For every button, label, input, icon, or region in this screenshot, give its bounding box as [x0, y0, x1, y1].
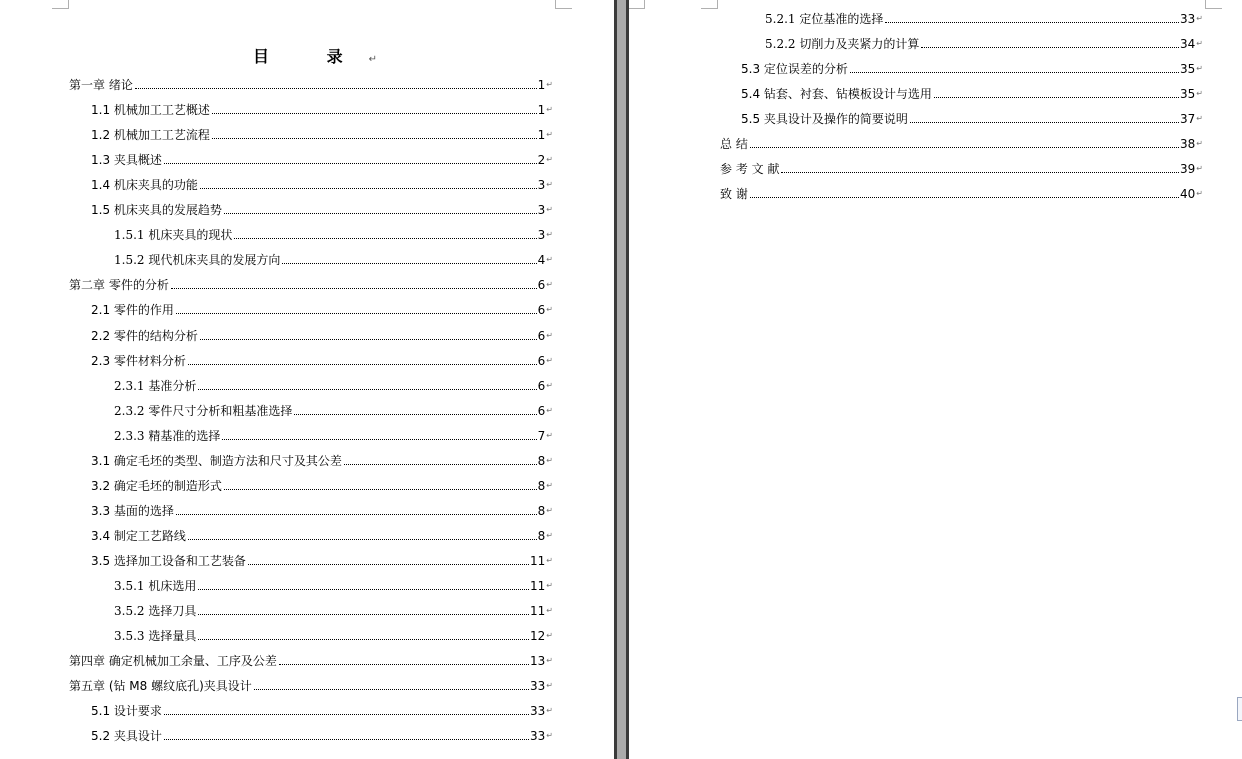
toc-page-number: 38	[1180, 137, 1196, 152]
toc-entry[interactable]	[91, 101, 553, 117]
paragraph-mark-icon: ↵	[1196, 189, 1203, 199]
crop-mark	[52, 0, 69, 9]
toc-entry[interactable]	[720, 135, 1203, 151]
toc-entry-text: 3.5 选择加工设备和工艺装备	[91, 553, 246, 568]
paragraph-mark-icon: ↵	[546, 656, 553, 666]
paragraph-mark-icon: ↵	[546, 330, 553, 340]
toc-entry[interactable]	[741, 110, 1203, 126]
toc-entry-text: 1.5.2 现代机床夹具的发展方向	[114, 253, 281, 268]
paragraph-mark-icon: ↵	[546, 455, 553, 465]
toc-page-number: 13	[530, 654, 546, 669]
dot-leader	[176, 514, 537, 515]
toc-entry-text: 3.5.2 选择刀具	[114, 604, 197, 619]
toc-entry[interactable]	[91, 352, 553, 368]
paragraph-mark-icon: ↵	[546, 706, 553, 716]
paragraph-mark-icon: ↵	[1196, 114, 1203, 124]
toc-entry-text: 3.5.1 机床选用	[114, 579, 197, 593]
toc-entry-text: 第五章 (钻 M8 螺纹底孔)夹具设计	[69, 679, 252, 694]
toc-page-number: 6	[537, 378, 546, 393]
toc-entry[interactable]	[91, 527, 553, 543]
toc-page-number: 3	[537, 203, 546, 218]
toc-entry-text: 2.1 零件的作用	[91, 303, 174, 318]
paragraph-mark-icon: ↵	[546, 180, 553, 190]
dot-leader	[135, 88, 537, 89]
toc-title: 目 录↵	[253, 47, 377, 66]
toc-page-number: 6	[537, 303, 546, 318]
dot-leader	[910, 122, 1179, 123]
toc-entry[interactable]	[741, 85, 1203, 101]
toc-page-number: 3	[537, 178, 546, 193]
toc-entry-text: 1.3 夹具概述	[91, 153, 162, 168]
toc-page-number: 37	[1180, 112, 1196, 127]
dot-leader	[198, 589, 529, 590]
dot-leader	[934, 97, 1179, 98]
paragraph-mark-icon: ↵	[546, 105, 553, 115]
toc-entry[interactable]	[720, 185, 1203, 201]
toc-page-number: 6	[537, 403, 546, 418]
toc-entry[interactable]	[114, 377, 553, 393]
toc-entry-text: 1.2 机械加工工艺流程	[91, 128, 210, 143]
toc-page-number: 1	[537, 103, 546, 118]
dot-leader	[885, 22, 1179, 23]
toc-entry-text: 参 考 文 献	[720, 162, 780, 177]
toc-page-number: 7	[537, 428, 546, 443]
toc-page-number: 40	[1180, 187, 1196, 202]
dot-leader	[254, 689, 529, 690]
toc-entry[interactable]	[69, 276, 553, 292]
toc-entry-text: 5.3 定位误差的分析	[741, 62, 848, 77]
toc-page-number: 34	[1180, 37, 1196, 52]
toc-entry[interactable]	[91, 452, 553, 468]
dot-leader	[282, 263, 536, 264]
paragraph-mark-icon: ↵	[368, 54, 377, 65]
toc-entry[interactable]	[91, 502, 553, 518]
paragraph-mark-icon: ↵	[546, 530, 553, 540]
paragraph-mark-icon: ↵	[1196, 64, 1203, 74]
paragraph-mark-icon: ↵	[1196, 164, 1203, 174]
toc-entry-text: 3.4 制定工艺路线	[91, 528, 186, 543]
dot-leader	[188, 539, 537, 540]
toc-entry[interactable]	[114, 251, 553, 267]
paragraph-mark-icon: ↵	[1196, 89, 1203, 99]
toc-page-number: 1	[537, 128, 546, 143]
toc-entry-text: 1.5.1 机床夹具的现状	[114, 228, 233, 243]
toc-entry[interactable]	[114, 627, 553, 643]
toc-entry[interactable]	[69, 76, 553, 92]
paragraph-mark-icon: ↵	[546, 355, 553, 365]
toc-entry-text: 1.1 机械加工工艺概述	[91, 103, 210, 118]
toc-entry-text: 3.5.3 选择量具	[114, 629, 197, 644]
toc-entry[interactable]	[91, 477, 553, 493]
dot-leader	[222, 439, 536, 440]
toc-entry-text: 2.2 零件的结构分析	[91, 328, 198, 343]
crop-mark	[701, 0, 718, 9]
toc-entry-text: 2.3.3 精基准的选择	[114, 428, 221, 443]
toc-entry[interactable]	[765, 10, 1203, 26]
toc-page-number: 2	[537, 153, 546, 168]
toc-page-number: 1	[537, 78, 546, 92]
toc-page-number: 8	[537, 528, 546, 543]
paragraph-mark-icon: ↵	[546, 606, 553, 616]
dot-leader	[248, 564, 529, 565]
toc-entry-text: 1.5 机床夹具的发展趋势	[91, 203, 222, 218]
crop-mark	[555, 0, 572, 9]
toc-entry-text: 5.2.1 定位基准的选择	[765, 12, 884, 26]
toc-page-number: 35	[1180, 87, 1196, 102]
dot-leader	[164, 714, 529, 715]
dot-leader	[781, 172, 1179, 173]
toc-page-number: 6	[537, 353, 546, 368]
dot-leader	[198, 389, 536, 390]
dot-leader	[224, 213, 537, 214]
toc-entry-text: 1.4 机床夹具的功能	[91, 178, 198, 193]
toc-entry[interactable]	[91, 151, 553, 167]
paragraph-mark-icon: ↵	[546, 305, 553, 315]
paragraph-mark-icon: ↵	[546, 731, 553, 741]
paragraph-mark-icon: ↵	[1196, 139, 1203, 149]
dot-leader	[200, 339, 537, 340]
paragraph-mark-icon: ↵	[546, 230, 553, 240]
dot-leader	[224, 489, 537, 490]
toc-page-number: 6	[537, 278, 546, 293]
page-gutter	[614, 0, 629, 759]
right-page	[629, 0, 1242, 759]
paragraph-mark-icon: ↵	[546, 155, 553, 165]
paragraph-mark-icon: ↵	[546, 205, 553, 215]
toc-entry-text: 第四章 确定机械加工余量、工序及公差	[69, 654, 277, 669]
toc-page-number: 8	[537, 503, 546, 518]
toc-entry-text: 2.3 零件材料分析	[91, 353, 186, 368]
toc-entry[interactable]	[114, 602, 553, 618]
toc-page-number: 11	[530, 553, 546, 568]
crop-mark	[1205, 0, 1222, 9]
toc-page-number: 33	[530, 729, 546, 744]
toc-entry-text: 2.3.1 基准分析	[114, 378, 197, 393]
left-page	[0, 0, 614, 759]
toc-entry-text: 2.3.2 零件尺寸分析和粗基准选择	[114, 403, 293, 418]
toc-entry[interactable]	[765, 35, 1203, 51]
toc-entry-text: 致 谢	[720, 187, 748, 202]
crop-mark	[629, 0, 645, 9]
toc-entry[interactable]	[91, 727, 553, 743]
dot-leader	[234, 238, 536, 239]
toc-entry[interactable]	[91, 301, 553, 317]
toc-entry[interactable]	[720, 160, 1203, 176]
paragraph-mark-icon: ↵	[546, 581, 553, 590]
toc-entry-text: 5.1 设计要求	[91, 704, 162, 719]
toc-entry-text: 5.2.2 切削力及夹紧力的计算	[765, 37, 920, 52]
dot-leader	[279, 664, 529, 665]
toc-page-number: 33	[530, 679, 546, 694]
toc-page-number: 39	[1180, 162, 1196, 177]
toc-page-number: 4	[537, 253, 546, 268]
toc-entry-text: 第一章 绪论	[69, 78, 133, 92]
paragraph-mark-icon: ↵	[546, 280, 553, 290]
toc-entry[interactable]	[91, 327, 553, 343]
toc-entry[interactable]	[114, 402, 553, 418]
toc-entry[interactable]	[69, 652, 553, 668]
toc-entry-text: 3.2 确定毛坯的制造形式	[91, 478, 222, 493]
dot-leader	[212, 138, 537, 139]
dot-leader	[750, 197, 1179, 198]
toc-entry-text: 总 结	[720, 137, 748, 152]
dot-leader	[176, 313, 537, 314]
toc-page-number: 8	[537, 478, 546, 493]
dot-leader	[200, 188, 537, 189]
paragraph-mark-icon: ↵	[546, 480, 553, 490]
toc-page-number: 11	[530, 579, 546, 593]
paragraph-mark-icon: ↵	[546, 505, 553, 515]
toc-entry[interactable]	[91, 126, 553, 142]
dot-leader	[164, 163, 537, 164]
toc-entry[interactable]	[114, 226, 553, 242]
dot-leader	[171, 288, 537, 289]
dot-leader	[212, 113, 537, 114]
toc-entry[interactable]	[741, 60, 1203, 76]
toc-entry-text: 5.2 夹具设计	[91, 729, 162, 744]
paragraph-mark-icon: ↵	[546, 130, 553, 140]
toc-page-number: 35	[1180, 62, 1196, 77]
scroll-side-tab[interactable]	[1237, 697, 1242, 721]
toc-entry[interactable]	[91, 552, 553, 568]
paragraph-mark-icon: ↵	[546, 405, 553, 415]
dot-leader	[850, 72, 1179, 73]
paragraph-mark-icon: ↵	[1196, 14, 1203, 23]
toc-page-number: 12	[530, 629, 546, 644]
dot-leader	[344, 464, 537, 465]
toc-page-number: 33	[530, 704, 546, 719]
dot-leader	[921, 47, 1179, 48]
toc-entry-text: 3.3 基面的选择	[91, 503, 174, 518]
paragraph-mark-icon: ↵	[546, 255, 553, 265]
toc-page-number: 8	[537, 453, 546, 468]
toc-page-number: 6	[537, 328, 546, 343]
dot-leader	[188, 364, 537, 365]
paragraph-mark-icon: ↵	[546, 80, 553, 89]
paragraph-mark-icon: ↵	[546, 631, 553, 641]
toc-page-number: 33	[1180, 12, 1196, 26]
toc-entry[interactable]	[69, 677, 553, 693]
toc-page-number: 3	[537, 228, 546, 243]
dot-leader	[198, 614, 529, 615]
toc-entry[interactable]	[91, 176, 553, 192]
toc-page-number: 11	[530, 604, 546, 619]
dot-leader	[294, 414, 536, 415]
paragraph-mark-icon: ↵	[546, 380, 553, 390]
toc-entry[interactable]	[114, 577, 553, 593]
dot-leader	[750, 147, 1179, 148]
toc-entry[interactable]	[114, 427, 553, 443]
toc-entry-text: 5.5 夹具设计及操作的简要说明	[741, 112, 908, 127]
toc-entry[interactable]	[91, 201, 553, 217]
paragraph-mark-icon: ↵	[546, 681, 553, 691]
paragraph-mark-icon: ↵	[546, 430, 553, 440]
dot-leader	[198, 639, 529, 640]
paragraph-mark-icon: ↵	[1196, 39, 1203, 49]
toc-entry-text: 3.1 确定毛坯的类型、制造方法和尺寸及其公差	[91, 453, 342, 468]
toc-entry-text: 5.4 钻套、衬套、钻模板设计与选用	[741, 87, 932, 102]
dot-leader	[164, 739, 529, 740]
paragraph-mark-icon: ↵	[546, 555, 553, 565]
toc-entry[interactable]	[91, 702, 553, 718]
toc-entry-text: 第二章 零件的分析	[69, 278, 169, 293]
